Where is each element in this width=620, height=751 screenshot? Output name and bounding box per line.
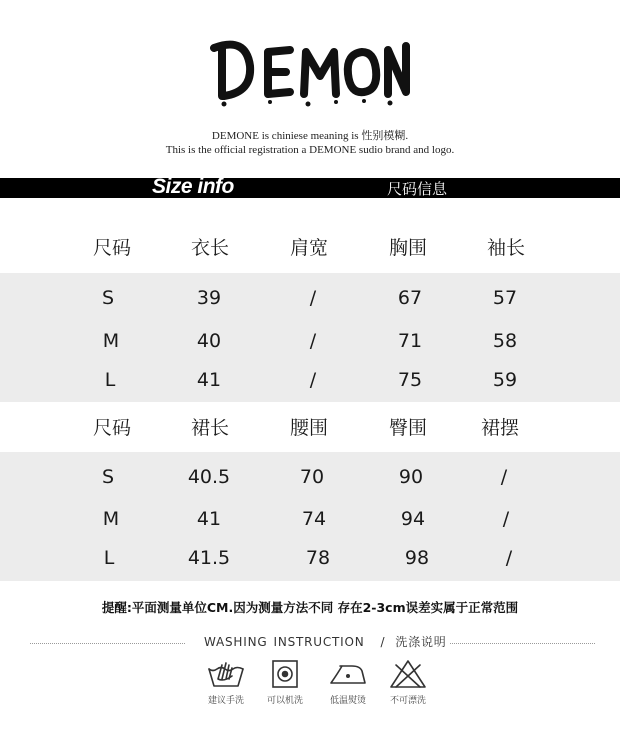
header-cell: 袖长 — [486, 237, 525, 259]
table-row — [0, 365, 620, 395]
header-cell: 臀围 — [388, 417, 427, 439]
low-iron-label: 低温熨烫 — [329, 696, 366, 706]
machine-wash-label: 可以机洗 — [266, 696, 303, 706]
table-cell: 98 — [404, 547, 430, 569]
table-cell: 41 — [196, 369, 222, 391]
table-cell: 75 — [397, 369, 423, 391]
table-cell: L — [103, 547, 115, 569]
brand-registration-note: This is the official registration a DEMONE sudio brand and logo. — [165, 144, 455, 156]
no-bleach-label: 不可漂洗 — [389, 696, 426, 706]
table-cell: 39 — [196, 287, 222, 309]
table-cell: 90 — [398, 466, 424, 488]
header-cell: 裙摆 — [480, 417, 519, 439]
table-cell: 57 — [492, 287, 518, 309]
low-iron-icon — [328, 659, 368, 689]
size-info-title: Size info — [152, 175, 234, 198]
washing-instruction-title — [204, 633, 453, 650]
table-cell: S — [101, 287, 115, 309]
table-cell: L — [104, 369, 116, 391]
header-cell: 肩宽 — [289, 237, 328, 259]
table-cell: S — [101, 466, 115, 488]
table-row — [0, 504, 620, 534]
size-info-bar — [0, 175, 620, 198]
table-cell: / — [505, 547, 513, 569]
hand-wash-icon — [206, 659, 246, 689]
table-cell: 71 — [397, 330, 423, 352]
brand-tagline: DEMONE is chiniese meaning is 性别模糊. — [211, 130, 409, 142]
table-cell: / — [502, 508, 510, 530]
table-cell: 41.5 — [187, 547, 231, 569]
table-cell: 70 — [299, 466, 325, 488]
divider-right — [450, 643, 595, 644]
washing-title-en2: INSTRUCTION — [273, 635, 365, 649]
table-cell: 74 — [301, 508, 327, 530]
table-cell: / — [309, 369, 317, 391]
hand-wash-label: 建议手洗 — [207, 696, 244, 706]
divider-left — [30, 643, 185, 644]
table-cell: M — [102, 508, 120, 530]
demon-logo — [210, 26, 410, 108]
washing-title-en: WASHING — [204, 635, 268, 649]
table-cell: 58 — [492, 330, 518, 352]
header-cell: 尺码 — [92, 237, 131, 259]
table-row — [0, 462, 620, 492]
size-info-title-zh: 尺码信息 — [387, 180, 448, 198]
table-cell: 59 — [492, 369, 518, 391]
table-cell: M — [102, 330, 120, 352]
header-cell: 尺码 — [92, 417, 131, 439]
bottom-table-header — [0, 413, 620, 443]
table-cell: 40 — [196, 330, 222, 352]
table-cell: 94 — [400, 508, 426, 530]
table-row — [0, 326, 620, 356]
measurement-note: 提醒:平面测量单位CM.因为测量方法不同 存在2-3cm误差实属于正常范围 — [101, 600, 519, 615]
table-row — [0, 543, 620, 573]
table-cell: / — [500, 466, 508, 488]
header-cell: 胸围 — [388, 237, 427, 259]
washing-title-zh: 洗涤说明 — [395, 635, 447, 649]
machine-wash-icon — [265, 659, 305, 689]
table-cell: 41 — [196, 508, 222, 530]
table-row — [0, 283, 620, 313]
washing-title-sep: / — [380, 635, 386, 649]
header-cell: 衣长 — [190, 237, 229, 259]
table-cell: / — [309, 330, 317, 352]
header-cell: 裙长 — [190, 417, 229, 439]
table-cell: 40.5 — [187, 466, 231, 488]
table-cell: 67 — [397, 287, 423, 309]
table-cell: 78 — [305, 547, 331, 569]
top-table-header — [0, 233, 620, 263]
no-bleach-icon — [388, 659, 428, 689]
table-cell: / — [309, 287, 317, 309]
header-cell: 腰围 — [289, 417, 328, 439]
